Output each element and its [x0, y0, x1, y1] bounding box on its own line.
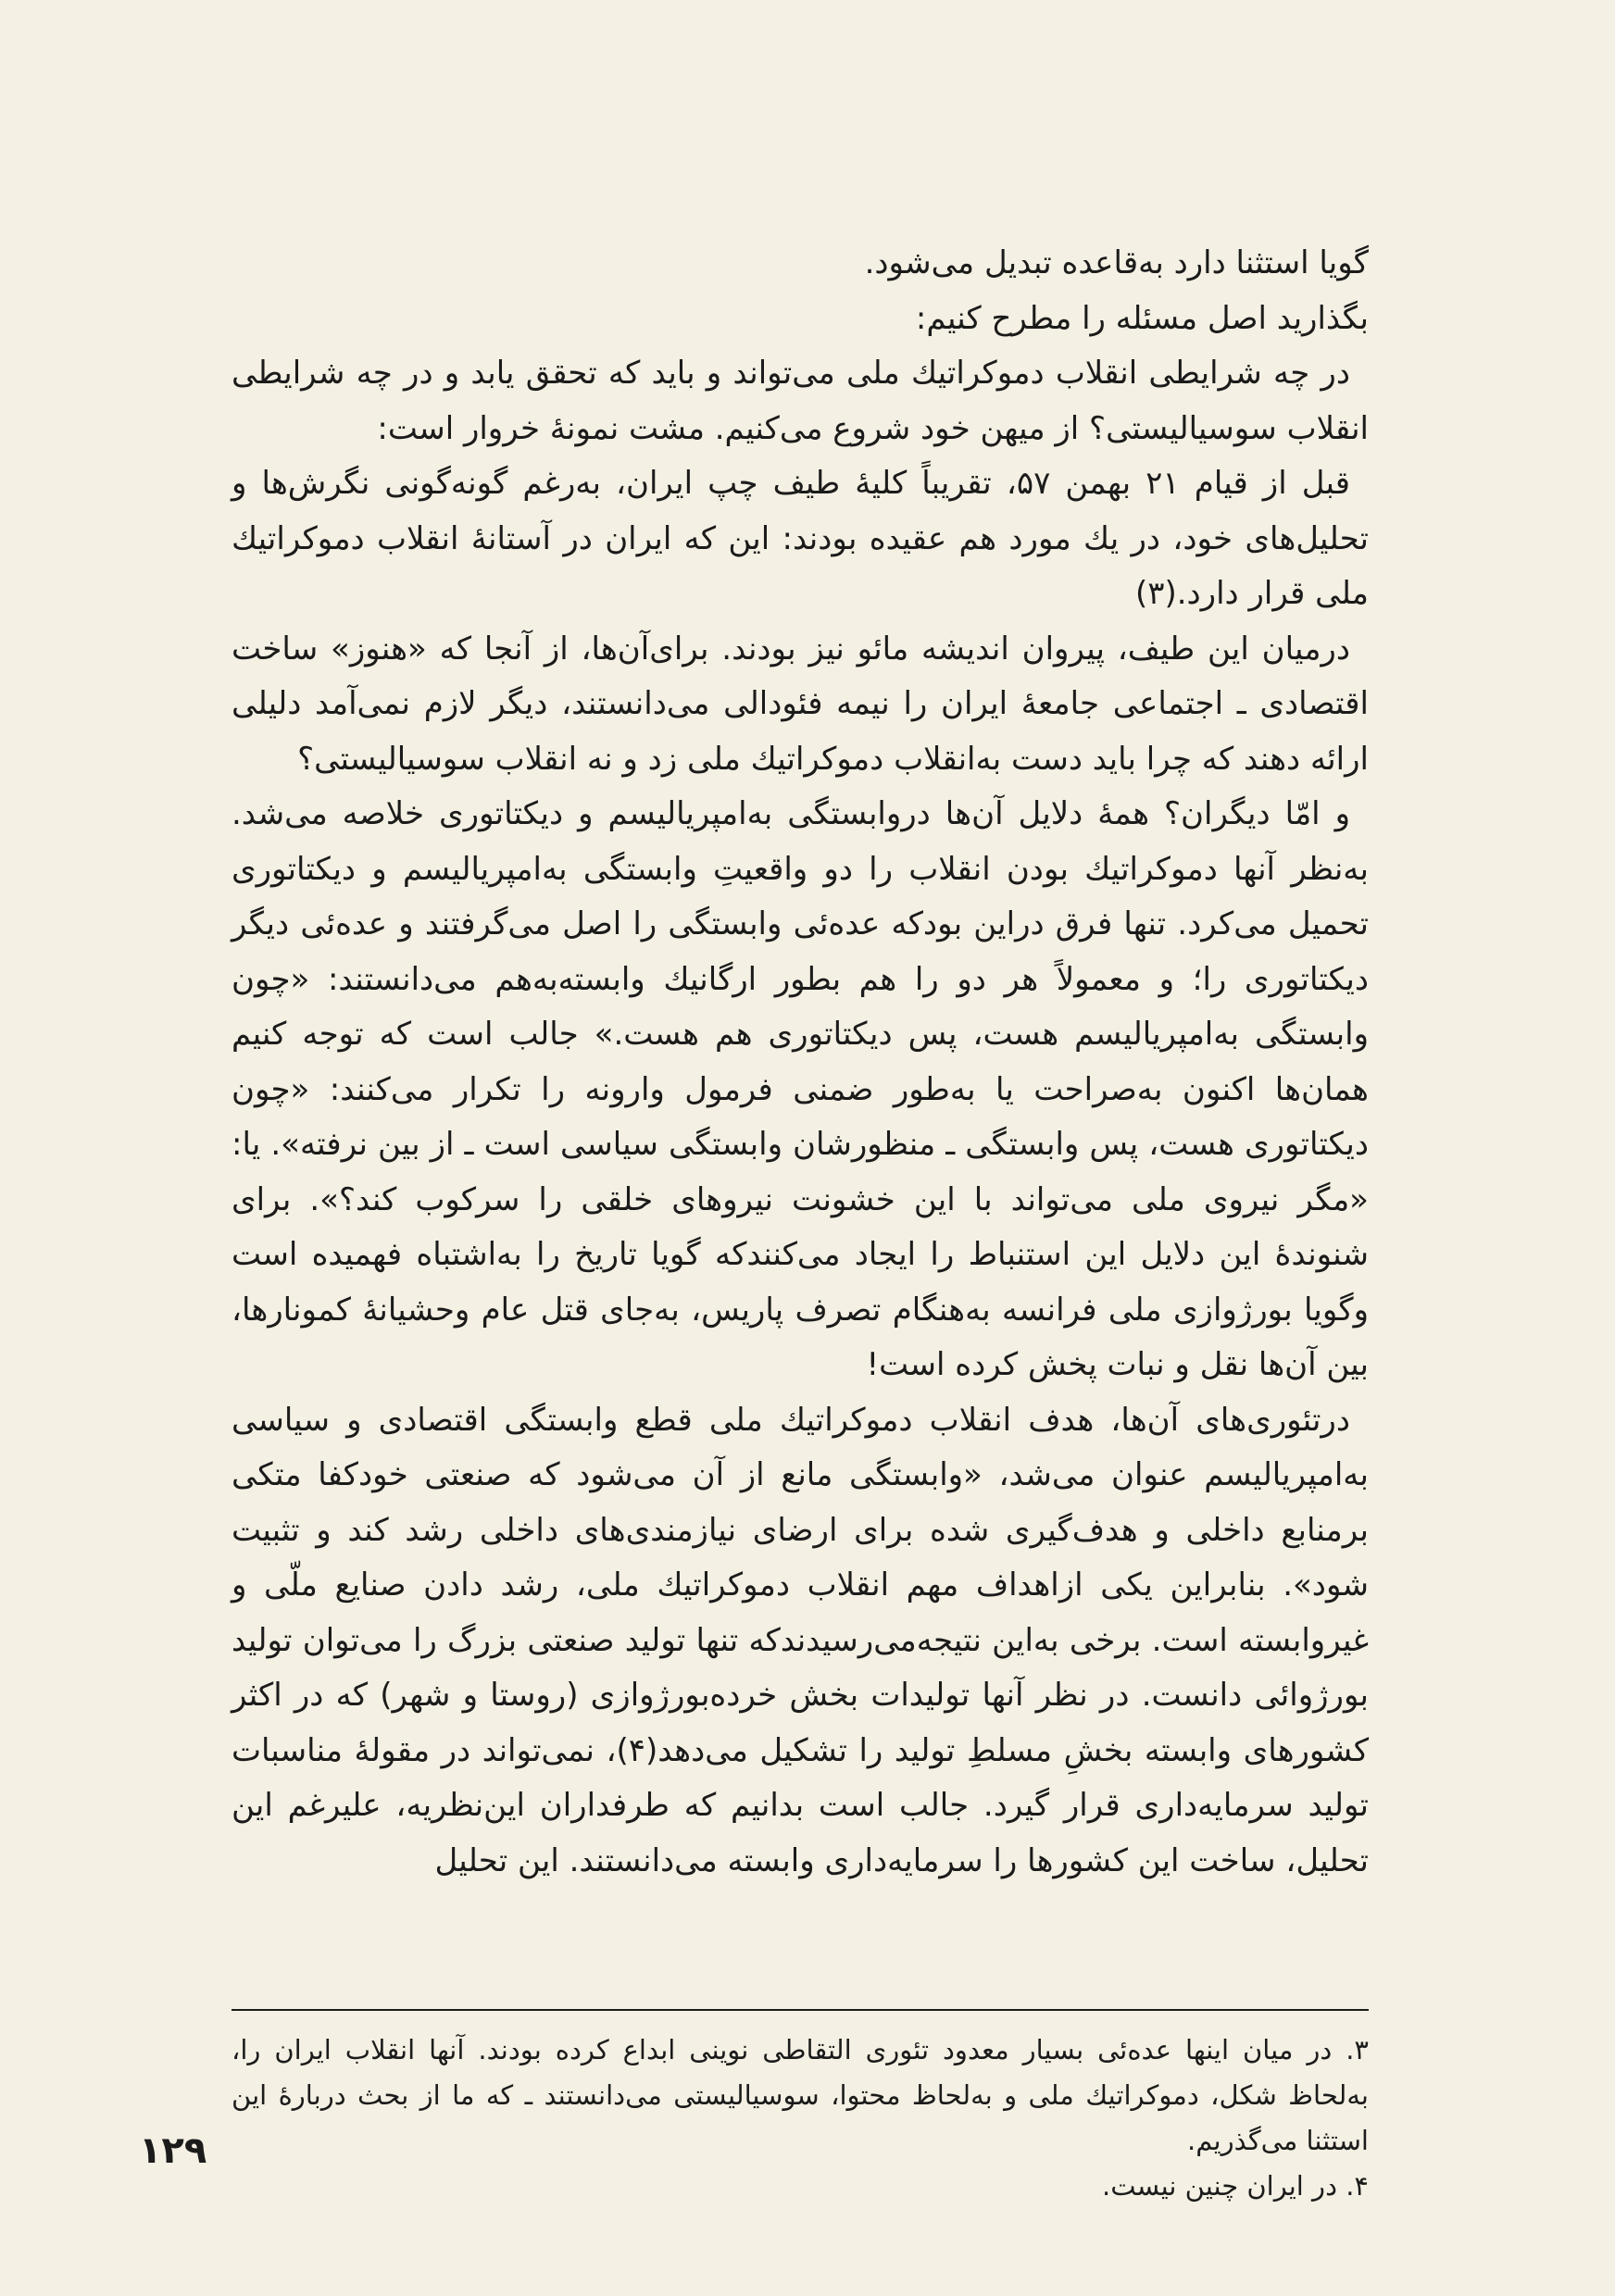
page-number: ۱۲۹ — [139, 2129, 207, 2172]
paragraph: درتئوری‌های آن‌ها، هدف انقلاب دموکراتیك ملی قطع وابستگی اقتصادی و سیاسی به‌امپریالیسم عنوان می‌شد، «وابستگی مانع از آن می‌شود که صنعتی خودکفا متکی برمنابع داخلی و هدف‌گیری شده برای ارضای نیازمندی‌های داخلی رشد کند و تثبیت شود». بنابراین یکی ازاهداف مهم انقلاب دموکراتیك ملی، رشد دادن صنایع ملّی و غیروابسته است. برخی به‌این نتیجه‌می‌رسیدندکه تنها تولید صنعتی بزرگ را می‌توان تولید بورژوائی دانست. در نظر آنها تولیدات بخش خرده‌بورژوازی (روستا و شهر) که در اکثر کشورهای وابسته بخشِ مسلطِ تولید را تشکیل می‌دهد(۴)، نمی‌تواند در مقولهٔ مناسبات تولید سرمایه‌داری قرار گیرد. جالب است بدانیم که طرفداران این‌نظریه، علیرغم این تحلیل، ساخت این کشورها را سرمایه‌داری وابسته می‌دانستند. این تحلیل — [232, 1401, 1369, 1879]
paragraph: درمیان این طیف، پیروان اندیشه مائو نیز بودند. برای‌آن‌ها، از آنجا که «هنوز» ساخت اقتصادی ـ اجتماعی جامعهٔ ایران را نیمه فئودالی می‌دانستند، دیگر لازم نمی‌آمد دلیلی ارائه دهند که چرا باید دست به‌انقلاب دموکراتیك ملی زد و نه انقلاب سوسیالیستی؟ — [232, 630, 1369, 778]
paragraph: بگذارید اصل مسئله را مطرح کنیم: — [915, 299, 1369, 337]
footnote: ۴. در ایران چنین نیست. — [1102, 2170, 1369, 2202]
paragraph: در چه شرایطی انقلاب دموکراتیك ملی می‌تواند و باید که تحقق یابد و در چه شرایطی انقلاب سوسیالیستی؟ از میهن خود شروع می‌کنیم. مشت نمونهٔ خروار است: — [232, 355, 1369, 447]
paragraph: گویا استثنا دارد به‌قاعده تبدیل می‌شود. — [864, 244, 1369, 281]
footnote-divider — [232, 2009, 1369, 2011]
main-text — [232, 236, 1369, 1889]
paragraph: قبل از قیام ۲۱ بهمن ۵۷، تقریباً کلیهٔ طیف چپ ایران، به‌رغم گونه‌گونی نگرش‌ها و تحلیل‌های خود، در یك مورد هم عقیده بودند: این که ایران در آستانهٔ انقلاب دموکراتیك ملی قرار دارد.(۳) — [232, 465, 1369, 612]
footnote: ۳. در میان اینها عده‌ئی بسیار معدود تئوری التقاطی نوینی ابداع کرده بودند. آنها انقلاب ایران را، به‌لحاظ شکل، دموکراتیك ملی و به‌لحاظ محتوا، سوسیالیستی می‌دانستند ـ که ما از بحث دربارهٔ این استثنا می‌گذریم. — [232, 2034, 1369, 2156]
footnotes — [232, 2028, 1369, 2209]
paragraph: و امّا دیگران؟ همهٔ دلایل آن‌ها دروابستگی به‌امپریالیسم و دیکتاتوری خلاصه می‌شد. به‌نظر آنها دموکراتیك بودن انقلاب را دو واقعیتِ وابستگی به‌امپریالیسم و دیکتاتوری تحمیل می‌کرد. تنها فرق دراین بودکه عده‌ئی وابستگی را اصل می‌گرفتند و عده‌ئی دیگر دیکتاتوری را؛ و معمولاً هر دو را هم بطور ارگانیك وابسته‌به‌هم می‌دانستند: «چون وابستگی به‌امپریالیسم هست، پس دیکتاتوری هم هست.» جالب است که توجه کنیم همان‌ها اکنون به‌صراحت یا به‌طور ضمنی فرمول وارونه را تکرار می‌کنند: «چون دیکتاتوری هست، پس وابستگی ـ منظورشان وابستگی سیاسی است ـ از بین نرفته». یا: «مگر نیروی ملی می‌تواند با این خشونت نیروهای خلقی را سرکوب کند؟». برای شنوندهٔ این دلایل این استنباط را ایجاد می‌کنندکه گویا تاریخ را به‌اشتباه فهمیده است وگویا بورژوازی ملی فرانسه به‌هنگام تصرف پاریس، به‌جای قتل عام وحشیانهٔ کمونارها، بین آن‌ها نقل و نبات پخش کرده است! — [232, 795, 1369, 1383]
